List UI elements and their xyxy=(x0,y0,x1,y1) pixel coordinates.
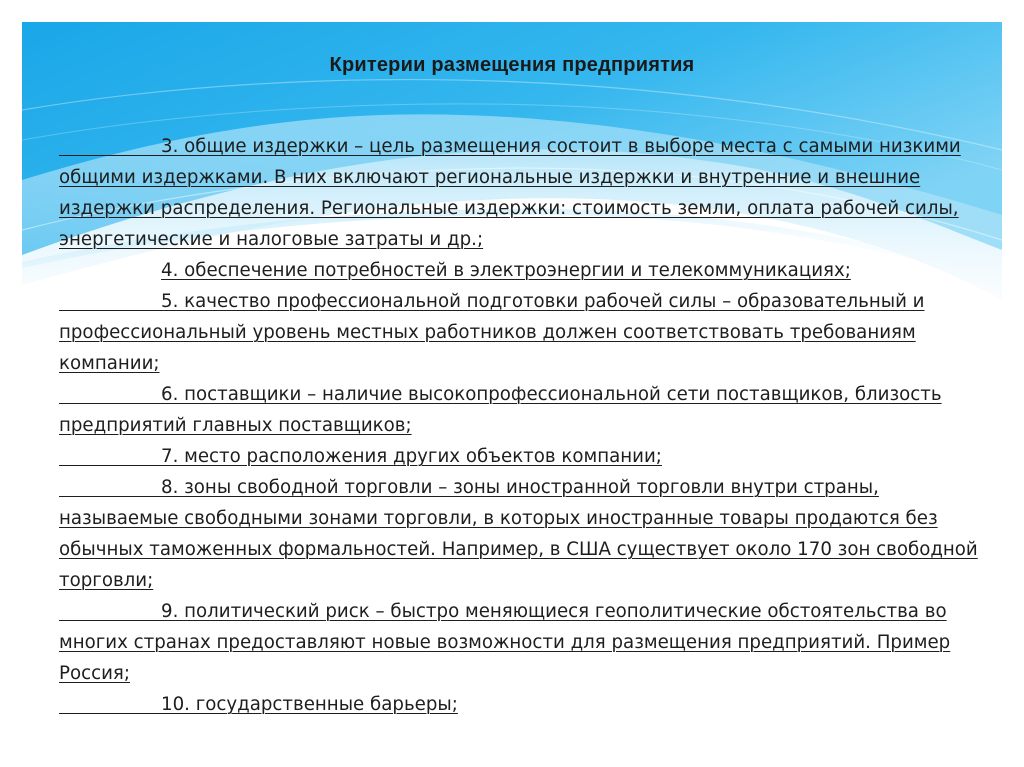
list-item-4 xyxy=(59,255,989,286)
list-item-10 xyxy=(59,689,989,720)
item-7-text: 7. место расположения других объектов компании; xyxy=(161,446,662,467)
item-10-text: 10. государственные барьеры; xyxy=(161,694,458,715)
indent-underline xyxy=(59,601,161,621)
list-item-7 xyxy=(59,441,989,472)
indent-underline xyxy=(59,477,161,497)
criteria-list xyxy=(59,131,989,720)
indent-underline xyxy=(59,694,161,714)
list-item-9 xyxy=(59,596,989,689)
indent-underline xyxy=(59,384,161,404)
item-8-text: 8. зоны свободной торговли – зоны иностранной торговли внутри страны, называемые свободными зонами торговли, в которых иностранные товары продаются без обычных таможенных формальностей. Например, в США существует около 170 зон свободной торговли; xyxy=(59,477,978,591)
item-5-text: 5. качество профессиональной подготовки рабочей силы – образовательный и профессиональный уровень местных работников должен соответствовать требованиям компании; xyxy=(59,291,925,374)
slide-title: Критерии размещения предприятия xyxy=(329,54,695,76)
item-6-text: 6. поставщики – наличие высокопрофессиональной сети поставщиков, близость предприятий главных поставщиков; xyxy=(59,384,942,436)
list-item-6 xyxy=(59,379,989,441)
indent-underline xyxy=(59,446,161,466)
list-item-5 xyxy=(59,286,989,379)
indent-spacer xyxy=(59,261,161,280)
indent-underline xyxy=(59,291,161,311)
indent-underline xyxy=(59,136,161,156)
list-item-3 xyxy=(59,131,989,255)
item-3-text: 3. общие издержки – цель размещения состоит в выборе места с самыми низкими общими издержками. В них включают региональные издержки и внутренние и внешние издержки распределения. Региональные издержки: стоимость земли, оплата рабочей силы, энергетические и налоговые затраты и др.; xyxy=(59,136,961,250)
item-4-text: 4. обеспечение потребностей в электроэнергии и телекоммуникациях; xyxy=(161,260,851,281)
list-item-8 xyxy=(59,472,989,596)
item-9-text: 9. политический риск – быстро меняющиеся геополитические обстоятельства во многих странах предоставляют новые возможности для размещения предприятий. Пример Россия; xyxy=(59,601,951,684)
